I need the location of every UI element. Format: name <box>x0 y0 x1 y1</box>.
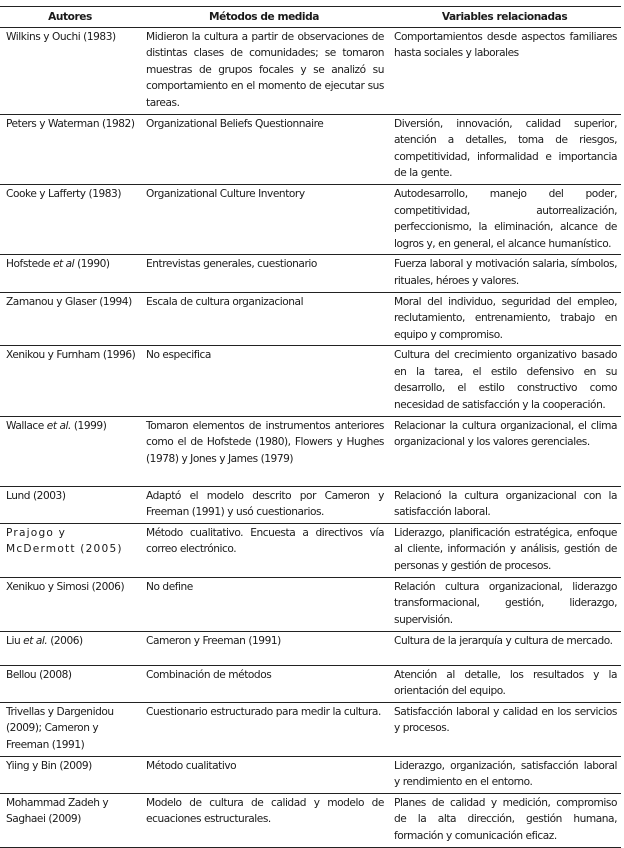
cell-autores: Trivellas y Dargenidou (2009); Cameron y Freeman (1991) <box>0 702 140 756</box>
cell-variables: Comportamientos desde aspectos familiares hasta sociales y laborales <box>388 27 621 114</box>
cell-autores: Prajogo y McDermott (2005) <box>0 523 140 577</box>
cell-metodos: Adaptó el modelo descrito por Cameron y Freeman (1991) y usó cuestionarios. <box>140 486 388 523</box>
cell-variables: Relacionó la cultura organizacional con la satisfacción laboral. <box>388 486 621 523</box>
cell-metodos: Método cualitativo <box>140 756 388 793</box>
cell-metodos: Entrevistas generales, cuestionario <box>140 255 388 292</box>
cell-variables: Planes de calidad y medición, compromiso de la alta dirección, gestión humana, formación y comunicación eficaz. <box>388 793 621 847</box>
cell-metodos: Combinación de métodos <box>140 665 388 702</box>
et-al-italic: et al. <box>23 634 48 647</box>
cell-metodos: Modelo de cultura de calidad y modelo de ecuaciones estructurales. <box>140 793 388 847</box>
cell-metodos: No define <box>140 577 388 631</box>
table-row <box>0 756 621 793</box>
author-year: (2006) <box>47 634 83 647</box>
cell-variables: Autodesarrollo, manejo del poder, competitividad, autorrealización, perfeccionismo, la eliminación, alcance de logros y, en general, el alcance humanístico. <box>388 184 621 254</box>
author-name: Wallace <box>6 419 47 432</box>
cell-autores: Wilkins y Ouchi (1983) <box>0 27 140 114</box>
cell-autores: Cooke y Lafferty (1983) <box>0 184 140 254</box>
cell-autores: Zamanou y Glaser (1994) <box>0 292 140 346</box>
document-table-container <box>0 6 621 848</box>
table-row <box>0 523 621 577</box>
cell-variables: Cultura de la jerarquía y cultura de mercado. <box>388 631 621 665</box>
cell-metodos: Cameron y Freeman (1991) <box>140 631 388 665</box>
cell-variables: Liderazgo, planificación estratégica, enfoque al cliente, información y análisis, gestión de personas y gestión de procesos. <box>388 523 621 577</box>
cell-metodos: No especifica <box>140 346 388 416</box>
cell-metodos: Midieron la cultura a partir de observaciones de distintas clases de comunidades; se tomaron muestras de grupos focales y se analizó su comportamiento en el momento de ejecutar sus tareas. <box>140 27 388 114</box>
author-name: Hofstede <box>6 258 53 271</box>
cell-metodos: Organizational Culture Inventory <box>140 184 388 254</box>
cell-autores <box>0 255 140 292</box>
table-row <box>0 27 621 114</box>
cell-autores: Bellou (2008) <box>0 665 140 702</box>
cell-autores: Peters y Waterman (1982) <box>0 114 140 184</box>
cell-metodos: Escala de cultura organizacional <box>140 292 388 346</box>
author-year: (1999) <box>70 419 107 432</box>
cell-variables: Relacionar la cultura organizacional, el clima organizacional y los valores gerenciales. <box>388 416 621 486</box>
cell-variables: Liderazgo, organización, satisfacción laboral y rendimiento en el entorno. <box>388 756 621 793</box>
table-row <box>0 577 621 631</box>
table-row <box>0 184 621 254</box>
table-row <box>0 416 621 486</box>
author-name: Liu <box>6 634 24 647</box>
cell-variables: Atención al detalle, los resultados y la orientación del equipo. <box>388 665 621 702</box>
cell-autores: Xenikuo y Simosi (2006) <box>0 577 140 631</box>
et-al-italic: et al <box>52 258 75 271</box>
cell-variables: Cultura del crecimiento organizativo basado en la tarea, el estilo defensivo en su desarrollo, el estilo constructivo como necesidad de satisfacción y la cooperación. <box>388 346 621 416</box>
cell-variables: Satisfacción laboral y calidad en los servicios y procesos. <box>388 702 621 756</box>
table-row <box>0 255 621 292</box>
cell-variables: Relación cultura organizacional, liderazgo transformacional, gestión, liderazgo, supervisión. <box>388 577 621 631</box>
cell-metodos: Cuestionario estructurado para medir la cultura. <box>140 702 388 756</box>
cell-metodos: Organizational Beliefs Questionnaire <box>140 114 388 184</box>
table-row <box>0 346 621 416</box>
cell-autores: Yiing y Bin (2009) <box>0 756 140 793</box>
cell-autores: Xenikou y Furnham (1996) <box>0 346 140 416</box>
cell-autores <box>0 416 140 486</box>
table-row <box>0 702 621 756</box>
header-metodos: Métodos de medida <box>140 7 388 28</box>
header-variables: Variables relacionadas <box>388 7 621 28</box>
table-row <box>0 292 621 346</box>
table-row <box>0 114 621 184</box>
header-autores: Autores <box>0 7 140 28</box>
et-al-italic: et al. <box>46 419 71 432</box>
cell-autores <box>0 631 140 665</box>
comparison-table <box>0 6 621 848</box>
table-row <box>0 631 621 665</box>
table-row <box>0 486 621 523</box>
table-body <box>0 27 621 847</box>
cell-metodos: Método cualitativo. Encuesta a directivos vía correo electrónico. <box>140 523 388 577</box>
cell-variables: Fuerza laboral y motivación salaria, símbolos, rituales, héroes y valores. <box>388 255 621 292</box>
table-header <box>0 7 621 28</box>
table-row <box>0 665 621 702</box>
author-year: (1990) <box>74 258 110 271</box>
cell-autores: Lund (2003) <box>0 486 140 523</box>
cell-metodos: Tomaron elementos de instrumentos anteriores como el de Hofstede (1980), Flowers y Hughes (1978) y Jones y James (1979) <box>140 416 388 486</box>
cell-autores: Mohammad Zadeh y Saghaei (2009) <box>0 793 140 847</box>
table-row <box>0 793 621 847</box>
cell-variables: Moral del individuo, seguridad del empleo, reclutamiento, entrenamiento, trabajo en equipo y compromiso. <box>388 292 621 346</box>
cell-variables: Diversión, innovación, calidad superior, atención a detalles, toma de riesgos, competitividad, informalidad e importancia de la gente. <box>388 114 621 184</box>
